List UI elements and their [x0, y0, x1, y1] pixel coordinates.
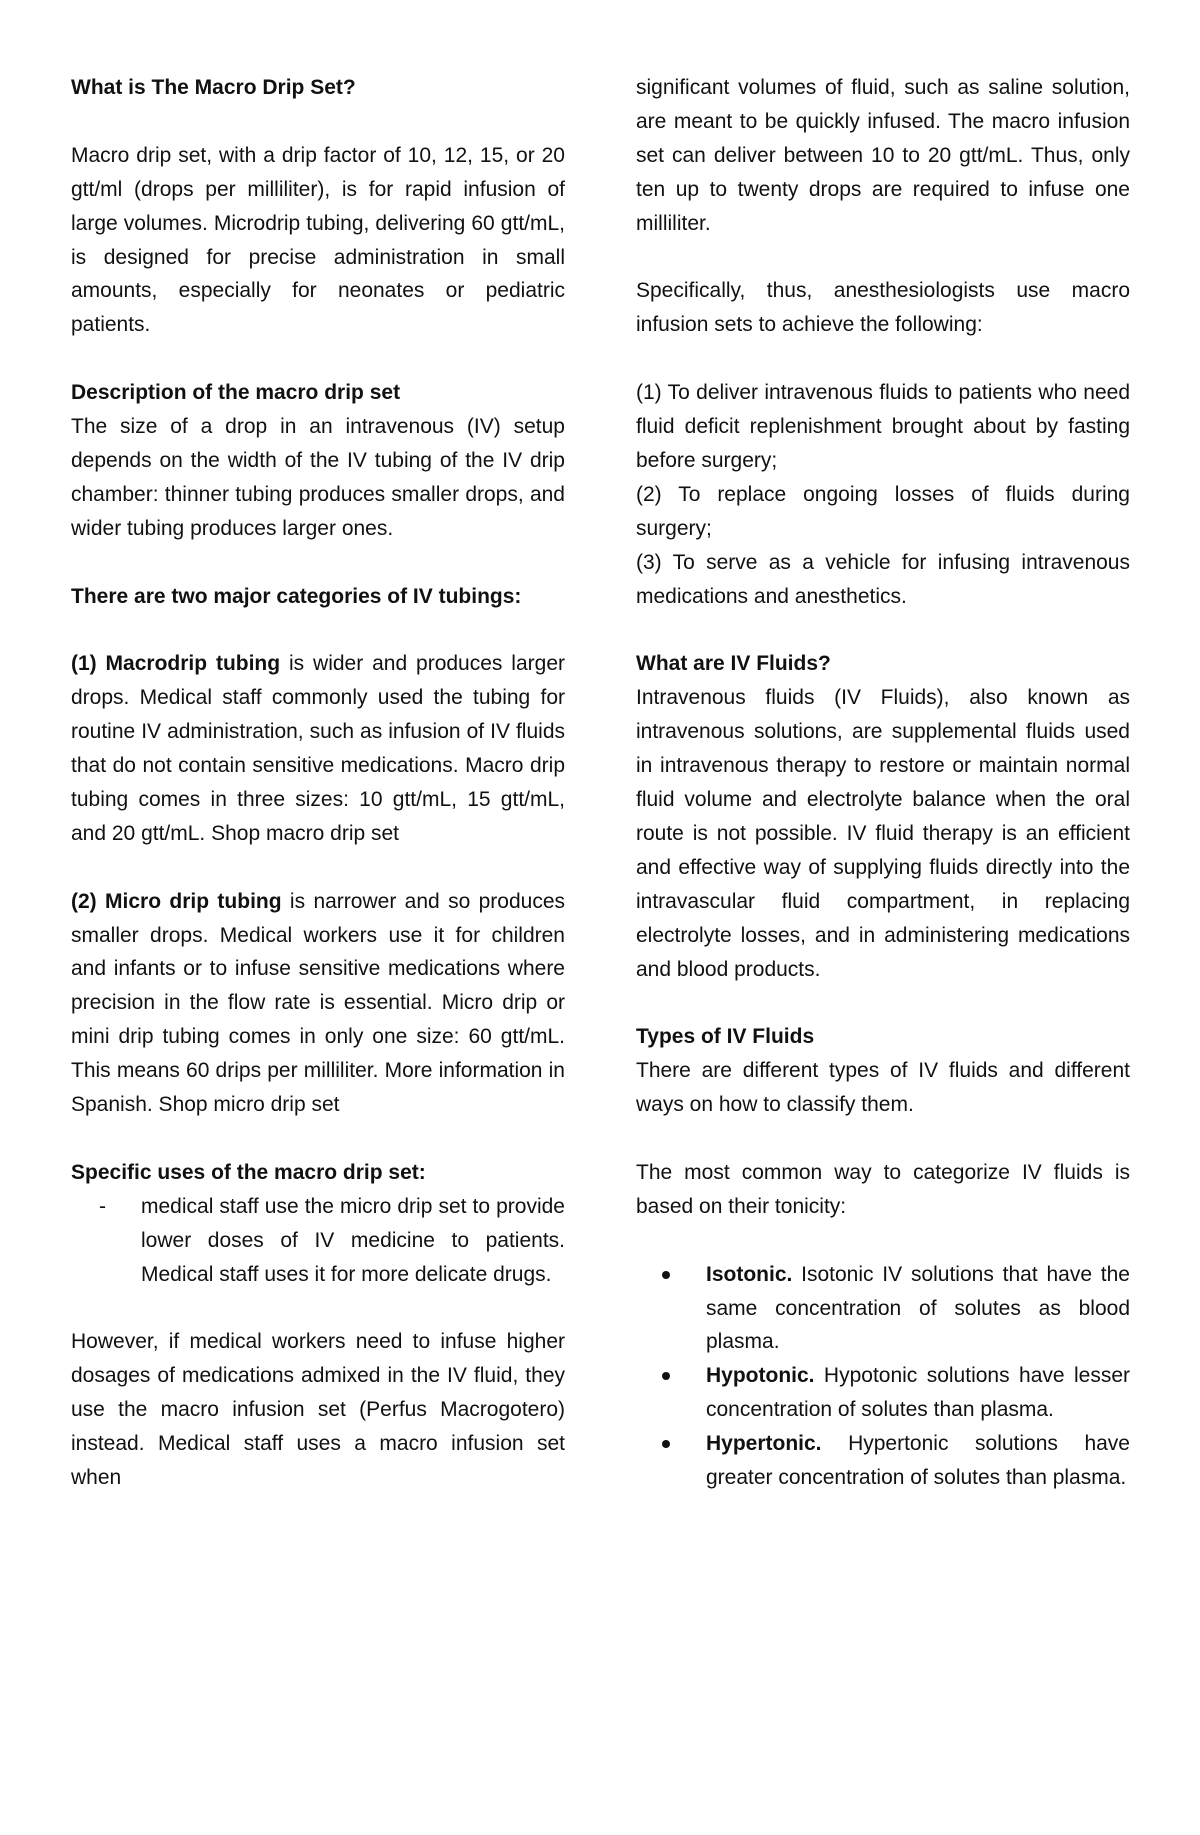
uses-list [71, 1190, 565, 1292]
type-text: Isotonic IV solutions that have the same concentration of solutes as blood plasma. [706, 1262, 1130, 1354]
list-item: - medical staff use the micro drip set to provide lower doses of IV medicine to patients. Medical staff uses it for more delicate drugs. [71, 1190, 565, 1292]
microdrip-label: (2) Micro drip tubing [71, 889, 282, 913]
type-label: Isotonic. [706, 1262, 793, 1286]
heading-description: Description of the macro drip set [71, 381, 401, 405]
paragraph-tonicity: The most common way to categorize IV fluids is based on their tonicity: [636, 1160, 1130, 1218]
list-item: (1) To deliver intravenous fluids to patients who need fluid deficit replenishment brought about by fasting before surgery; [636, 381, 1130, 472]
paragraph-however: However, if medical workers need to infuse higher dosages of medications admixed in the IV fluid, they use the macro infusion set (Perfus Macrogotero) instead. Medical staff uses a macro infusion set when [71, 1330, 565, 1490]
paragraph-iv-fluids: Intravenous fluids (IV Fluids), also known as intravenous solutions, are supplemental fluids used in intravenous therapy to restore or maintain normal fluid volume and electrolyte balance when the oral route is not possible. IV fluid therapy is an efficient and effective way of supplying fluids directly into the intravascular fluid compartment, in replacing electrolyte losses, and in administering medications and blood products. [636, 686, 1130, 981]
macrodrip-text: is wider and produces larger drops. Medical staff commonly used the tubing for routine IV administration, such as infusion of IV fluids that do not contain sensitive medications. Macro drip tubing comes in three sizes: 10 gtt/mL, 15 gtt/mL, and 20 gtt/mL. Shop macro drip set [71, 652, 565, 845]
paragraph-intro: Macro drip set, with a drip factor of 10, 12, 15, or 20 gtt/ml (drops per milliliter), is for rapid infusion of large volumes. Microdrip tubing, delivering 60 gtt/mL, is designed for precise administration in small amounts, especially for neonates or pediatric patients. [71, 143, 565, 337]
list-item-hypertonic [636, 1427, 1130, 1495]
heading-iv-fluids: What are IV Fluids? [636, 652, 831, 676]
heading-types: Types of IV Fluids [636, 1025, 815, 1049]
list-item: (3) To serve as a vehicle for infusing intravenous medications and anesthetics. [636, 550, 1130, 608]
microdrip-text: is narrower and so produces smaller drops. Medical workers use it for children and infants or to infuse sensitive medications where precision in the flow rate is essential. Micro drip or mini drip tubing comes in only one size: 60 gtt/mL. This means 60 drips per milliliter. More information in Spanish. Shop micro drip set [71, 889, 565, 1117]
right-column [636, 71, 1130, 1495]
paragraph-microdrip [71, 885, 565, 1122]
left-column [71, 71, 565, 1495]
paragraph-macrodrip [71, 647, 565, 850]
heading-specific-uses: Specific uses of the macro drip set: [71, 1160, 426, 1184]
paragraph-description: The size of a drop in an intravenous (IV) setup depends on the width of the IV tubing of the IV drip chamber: thinner tubing produces smaller drops, and wider tubing produces larger ones. [71, 415, 565, 540]
type-label: Hypertonic. [706, 1432, 822, 1456]
paragraph-continued: significant volumes of fluid, such as saline solution, are meant to be quickly infused. The macro infusion set can deliver between 10 to 20 gtt/mL. Thus, only ten up to twenty drops are required to infuse one milliliter. [636, 76, 1130, 235]
macrodrip-label: (1) Macrodrip tubing [71, 652, 281, 676]
type-label: Hypotonic. [706, 1364, 815, 1388]
list-item-hypotonic [636, 1359, 1130, 1427]
types-list [636, 1258, 1130, 1495]
list-item: (2) To replace ongoing losses of fluids during surgery; [636, 482, 1130, 540]
type-text: Hypertonic solutions have greater concentration of solutes than plasma. [706, 1432, 1130, 1490]
heading-categories: There are two major categories of IV tubings: [71, 584, 522, 608]
heading-macro-drip-set: What is The Macro Drip Set? [71, 76, 356, 99]
paragraph-types: There are different types of IV fluids and different ways on how to classify them. [636, 1059, 1130, 1117]
paragraph-anesthesiologists: Specifically, thus, anesthesiologists use macro infusion sets to achieve the following: [636, 279, 1130, 337]
list-item-isotonic [636, 1258, 1130, 1360]
type-text: Hypotonic solutions have lesser concentration of solutes than plasma. [706, 1364, 1130, 1422]
